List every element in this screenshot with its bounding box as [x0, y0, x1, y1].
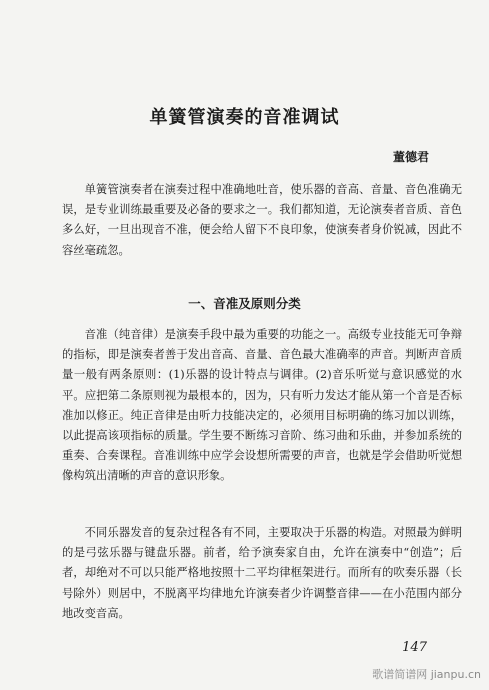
article-title: 单簧管演奏的音准调试	[149, 107, 340, 128]
body-paragraph-1: 音准（纯音律）是演奏手段中最为重要的功能之一。高级专业技能无可争辩的指标，即是演奏者善于发出音高、音量、音色最大准确率的声音。判断声音质量一般有两条原则：(1)乐器的设计特点与调律。(2)音乐听觉与意识感觉的水平。应把第二条原则视为最根本的，因为，只有听力发达才能从第一个音是否标准加以修正。纯正音律是由听力技能决定的，必须用目标明确的练习加以训练，以此提高该项指标的质量。学生要不断练习音阶、练习曲和乐曲，并参加系统的重奏、合奏课程。音准训练中应学会设想所需要的声音，也就是学会借助听觉想像构筑出清晰的声音的意识形象。	[62, 328, 462, 483]
page-number: 147	[402, 640, 427, 655]
section-heading: 一、音准及原则分类	[188, 296, 301, 311]
watermark: 歌谱简谱网 jianpu.cn	[372, 668, 481, 681]
body-paragraph-2: 不同乐器发音的复杂过程各有不同，主要取决于乐器的构造。对照最为鲜明的是弓弦乐器与键盘乐器。前者，给予演奏家自由，允许在演奏中“创造”；后者，却绝对不可以只能严格地按照十二平均律框架进行。而所有的吹奏乐器（长号除外）则居中，不脱离平均律地允许演奏者少许调整音律——在小范围内部分地改变音高。	[62, 526, 462, 620]
intro-paragraph: 单簧管演奏者在演奏过程中准确地吐音，使乐器的音高、音量、音色准确无误，是专业训练最重要及必备的要求之一。我们都知道，无论演奏者音质、音色多么好，一旦出现音不准，便会给人留下不良印象，使演奏者身价锐减，因此不容丝毫疏忽。	[62, 183, 462, 257]
author-name: 董德君	[392, 150, 429, 164]
